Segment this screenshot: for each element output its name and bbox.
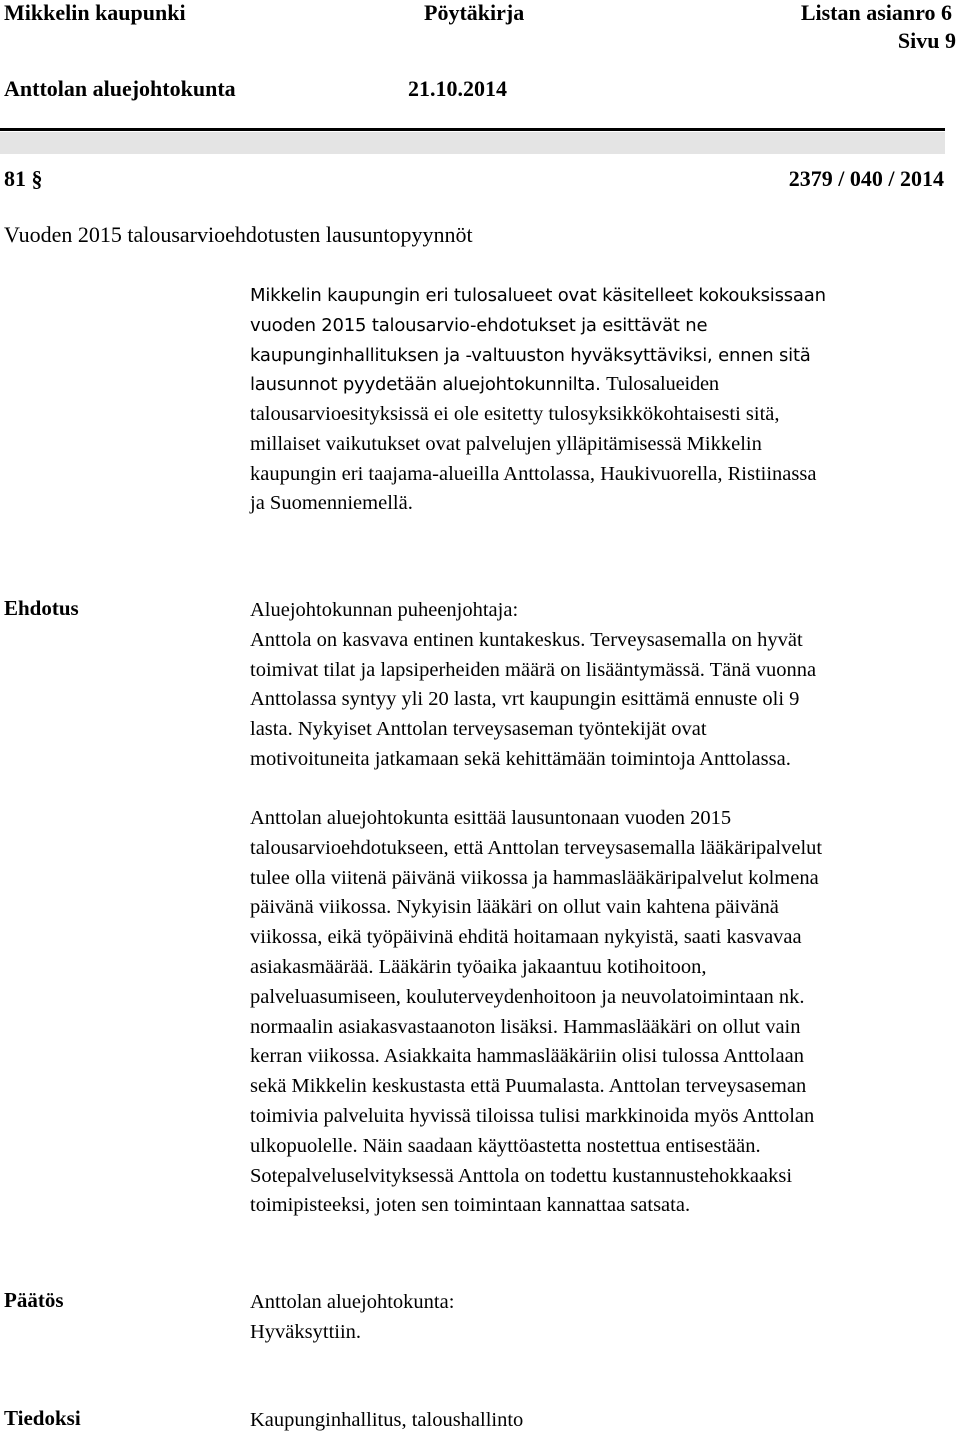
statement-line: Sotepalveluselvityksessä Anttola on todettu kustannustehokkaaksi: [250, 1164, 793, 1187]
intro-line: Mikkelin kaupungin eri tulosalueet ovat käsitelleet kokouksissaan: [250, 285, 826, 306]
header-shade: [0, 132, 945, 154]
intro-paragraph-cont: [250, 400, 816, 519]
ehdotus-line: lasta. Nykyiset Anttolan terveysaseman työntekijät ovat: [250, 718, 707, 741]
intro-line: [250, 370, 826, 400]
header-doc-type: Pöytäkirja: [424, 0, 525, 25]
statement-line: toimipisteeksi, joten sen toimintaan kannattaa satsata.: [250, 1194, 691, 1217]
intro-line: ja Suomenniemellä.: [250, 492, 413, 515]
statement-line: päivänä viikossa. Nykyisin lääkäri on ollut vain kahtena päivänä: [250, 896, 779, 919]
tiedoksi-label: Tiedoksi: [4, 1406, 81, 1430]
ehdotus-line: Aluejohtokunnan puheenjohtaja:: [250, 599, 519, 621]
intro-line-serif: Tulosalueiden: [606, 373, 719, 396]
intro-line-sans: lausunnot pyydetään aluejohtokunnilta.: [250, 374, 601, 396]
paatos-line: Anttolan aluejohtokunta:: [250, 1291, 455, 1313]
ehdotus-line: Anttolassa syntyy yli 20 lasta, vrt kaupungin esittämä ennuste oli 9: [250, 688, 800, 711]
statement-line: Anttolan aluejohtokunta esittää lausuntonaan vuoden 2015: [250, 807, 732, 829]
header-rule: [0, 128, 945, 131]
header-page: Sivu 9: [897, 28, 956, 53]
intro-line: millaiset vaikutukset ovat palvelujen ylläpitämisessä Mikkelin: [250, 432, 762, 455]
statement-line: viikossa, eikä työpäivinä ehditä hoitamaan nykyistä, saati kasvavaa: [250, 926, 802, 949]
statement-line: kerran viikossa. Asiakkaita hammaslääkäriin olisi tulossa Anttolaan: [250, 1045, 804, 1068]
paatos-paragraph: [250, 1288, 454, 1348]
paatos-label: Päätös: [4, 1288, 64, 1312]
statement-line: ulkopuolelle. Näin saadaan käyttöastetta nostettua entisestään.: [250, 1134, 761, 1157]
intro-line: talousarvioesityksissä ei ole esitetty tulosyksikkökohtaisesti sitä,: [250, 403, 780, 425]
intro-paragraph: [250, 281, 826, 400]
tiedoksi-text: [250, 1406, 523, 1436]
header-list-item: Listan asianro 6: [800, 0, 952, 25]
ehdotus-statement: [250, 804, 822, 1221]
statement-line: normaalin asiakasvastaanoton lisäksi. Hammaslääkäri on ollut vain: [250, 1015, 801, 1038]
tiedoksi-line: Kaupunginhallitus, taloushallinto: [250, 1409, 524, 1431]
intro-line: vuoden 2015 talousarvio-ehdotukset ja esittävät ne: [250, 314, 708, 336]
header-committee: Anttolan aluejohtokunta: [4, 76, 236, 101]
ehdotus-paragraph: [250, 596, 816, 775]
statement-line: asiakasmäärää. Lääkärin työaika jakaantuu kotihoitoon,: [250, 955, 707, 978]
ehdotus-line: Anttola on kasvava entinen kuntakeskus. Terveysasemalla on hyvät: [250, 628, 803, 651]
ehdotus-line: toimivat tilat ja lapsiperheiden määrä on lisääntymässä. Tänä vuonna: [250, 658, 817, 681]
item-reference: 2379 / 040 / 2014: [788, 166, 944, 191]
statement-line: sekä Mikkelin keskustasta että Puumalasta. Anttolan terveysaseman: [250, 1075, 807, 1098]
ehdotus-label: Ehdotus: [4, 596, 79, 620]
statement-line: toimivia palveluita hyvissä tiloissa tulisi markkinoida myös Anttolan: [250, 1104, 815, 1127]
ehdotus-line: motivoituneita jatkamaan sekä kehittämään toimintoja Anttolassa.: [250, 747, 791, 770]
statement-line: talousarvioehdotukseen, että Anttolan terveysasemalla lääkäripalvelut: [250, 836, 823, 859]
intro-line: kaupungin eri taajama-alueilla Anttolassa, Haukivuorella, Ristiinassa: [250, 462, 817, 485]
header-org: Mikkelin kaupunki: [4, 0, 186, 25]
intro-line: kaupunginhallituksen ja -valtuuston hyväksyttäviksi, ennen sitä: [250, 344, 811, 366]
statement-line: tulee olla viitenä päivänä viikossa ja hammaslääkäripalvelut kolmena: [250, 866, 819, 889]
statement-line: palveluasumiseen, kouluterveydenhoitoon ja neuvolatoimintaan nk.: [250, 985, 805, 1008]
paatos-line: Hyväksyttiin.: [250, 1320, 362, 1343]
item-title: Vuoden 2015 talousarvioehdotusten lausuntopyynnöt: [4, 222, 473, 247]
header-date: 21.10.2014: [408, 76, 507, 101]
item-number: 81 §: [4, 166, 43, 191]
